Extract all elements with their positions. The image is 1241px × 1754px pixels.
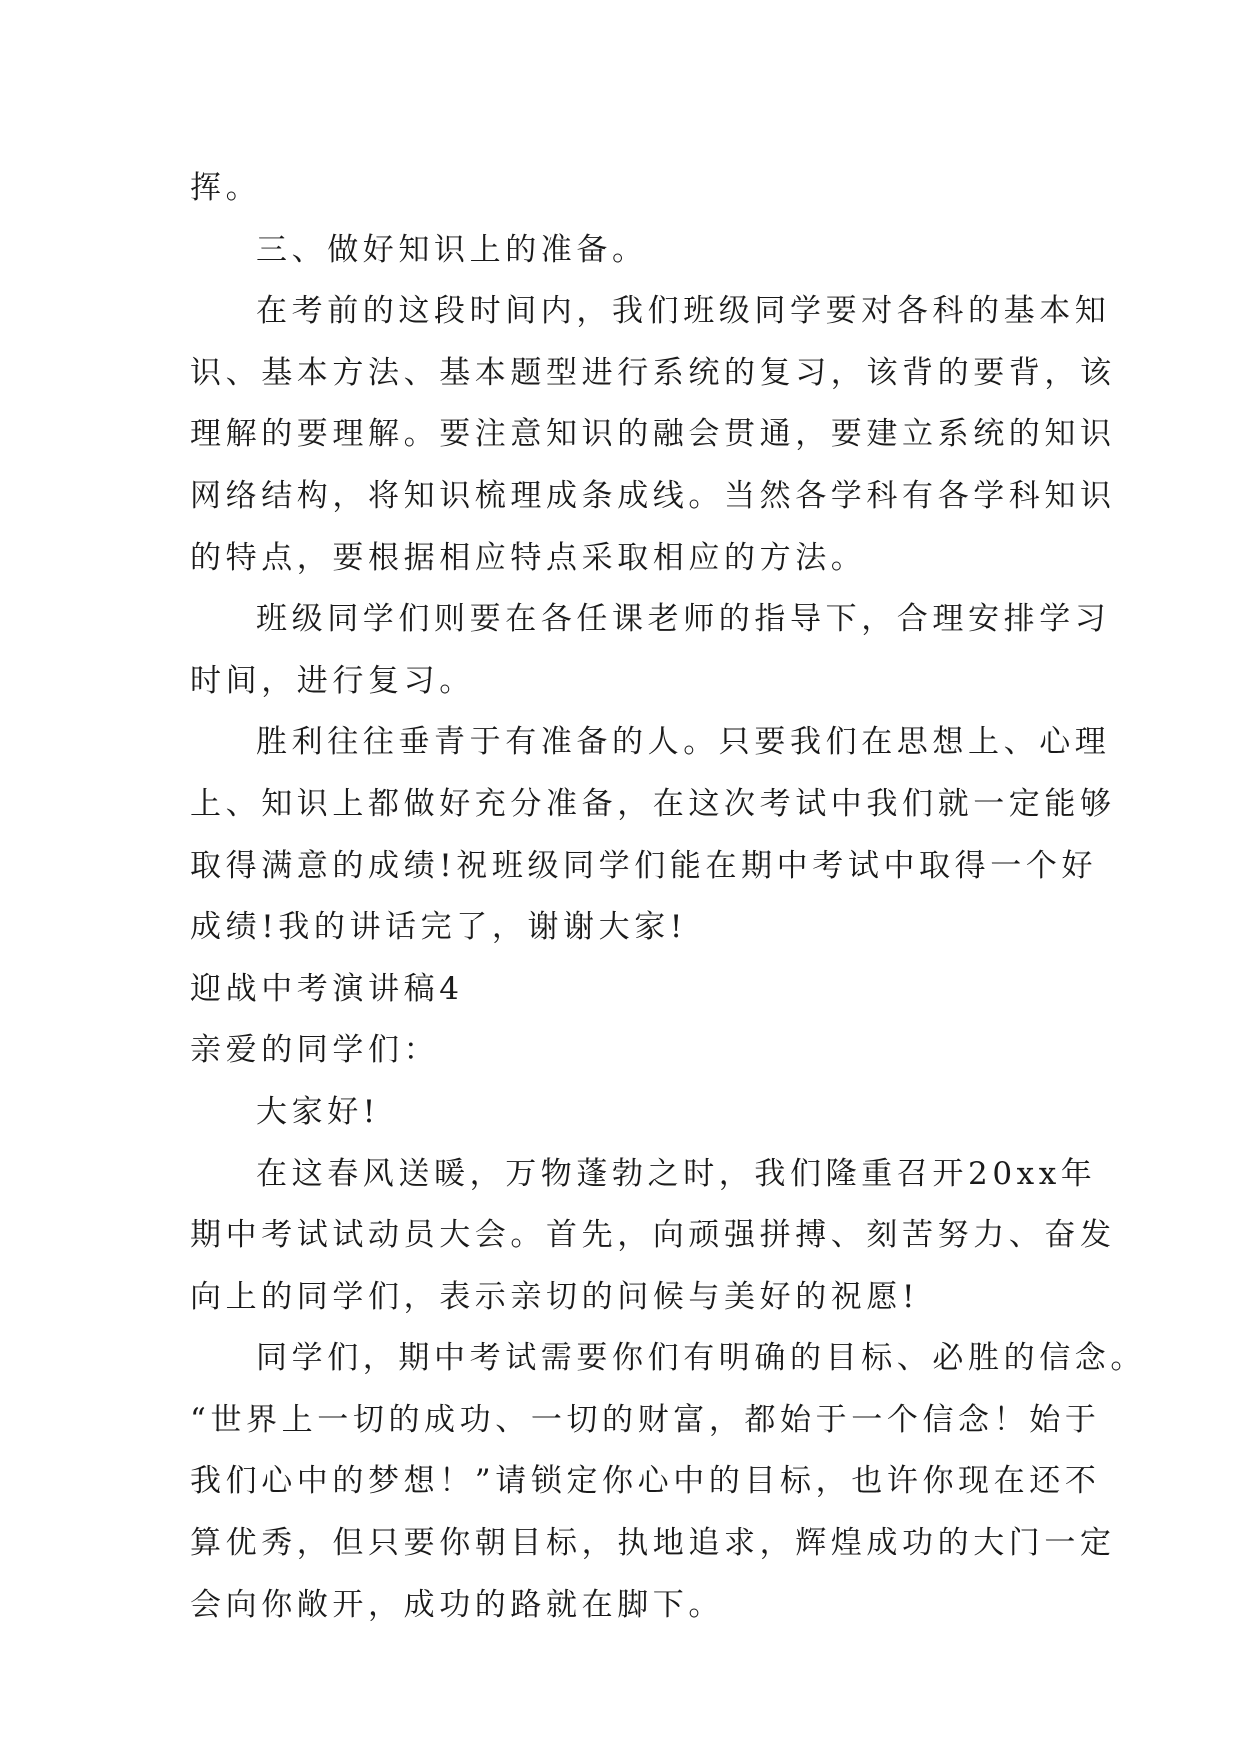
- speech-title: 迎战中考演讲稿4: [190, 970, 464, 1007]
- text-line: 成绩!我的讲话完了，谢谢大家!: [190, 909, 687, 946]
- text-line: 挥。: [190, 170, 262, 206]
- text-line: 在考前的这段时间内，我们班级同学要对各科的基本知: [256, 293, 1111, 330]
- text-line: 班级同学们则要在各任课老师的指导下，合理安排学习: [256, 601, 1111, 638]
- section-heading: 三、做好知识上的准备。: [256, 231, 648, 268]
- text-line: 我们心中的梦想！”请锁定你心中的目标，也许你现在还不: [190, 1463, 1101, 1500]
- text-line: “世界上一切的成功、一切的财富，都始于一个信念！始于: [190, 1401, 1101, 1438]
- text-line: 理解的要理解。要注意知识的融会贯通，要建立系统的知识: [190, 416, 1116, 453]
- text-line: 胜利往往垂青于有准备的人。只要我们在思想上、心理: [256, 724, 1111, 761]
- text-line: 上、知识上都做好充分准备，在这次考试中我们就一定能够: [190, 785, 1116, 822]
- document-body: [190, 158, 1146, 1636]
- text-line: 的特点，要根据相应特点采取相应的方法。: [190, 539, 867, 576]
- text-line: 同学们，期中考试需要你们有明确的目标、必胜的信念。: [256, 1340, 1146, 1377]
- text-line: 识、基本方法、基本题型进行系统的复习，该背的要背，该: [190, 354, 1116, 391]
- text-line: 会向你敞开，成功的路就在脚下。: [190, 1586, 724, 1623]
- text-line: 时间，进行复习。: [190, 662, 475, 699]
- text-line: 在这春风送暖，万物蓬勃之时，我们隆重召开20xx年: [256, 1155, 1097, 1192]
- text-line: 取得满意的成绩!祝班级同学们能在期中考试中取得一个好: [190, 847, 1098, 884]
- greeting: 大家好!: [256, 1093, 380, 1130]
- text-line: 网络结构，将知识梳理成条成线。当然各学科有各学科知识: [190, 477, 1116, 514]
- text-line: 算优秀，但只要你朝目标，执地追求，辉煌成功的大门一定: [190, 1525, 1116, 1562]
- salutation: 亲爱的同学们：: [190, 1032, 440, 1069]
- text-line: 向上的同学们，表示亲切的问候与美好的祝愿!: [190, 1278, 920, 1315]
- text-line: 期中考试试动员大会。首先，向顽强拼搏、刻苦努力、奋发: [190, 1217, 1116, 1254]
